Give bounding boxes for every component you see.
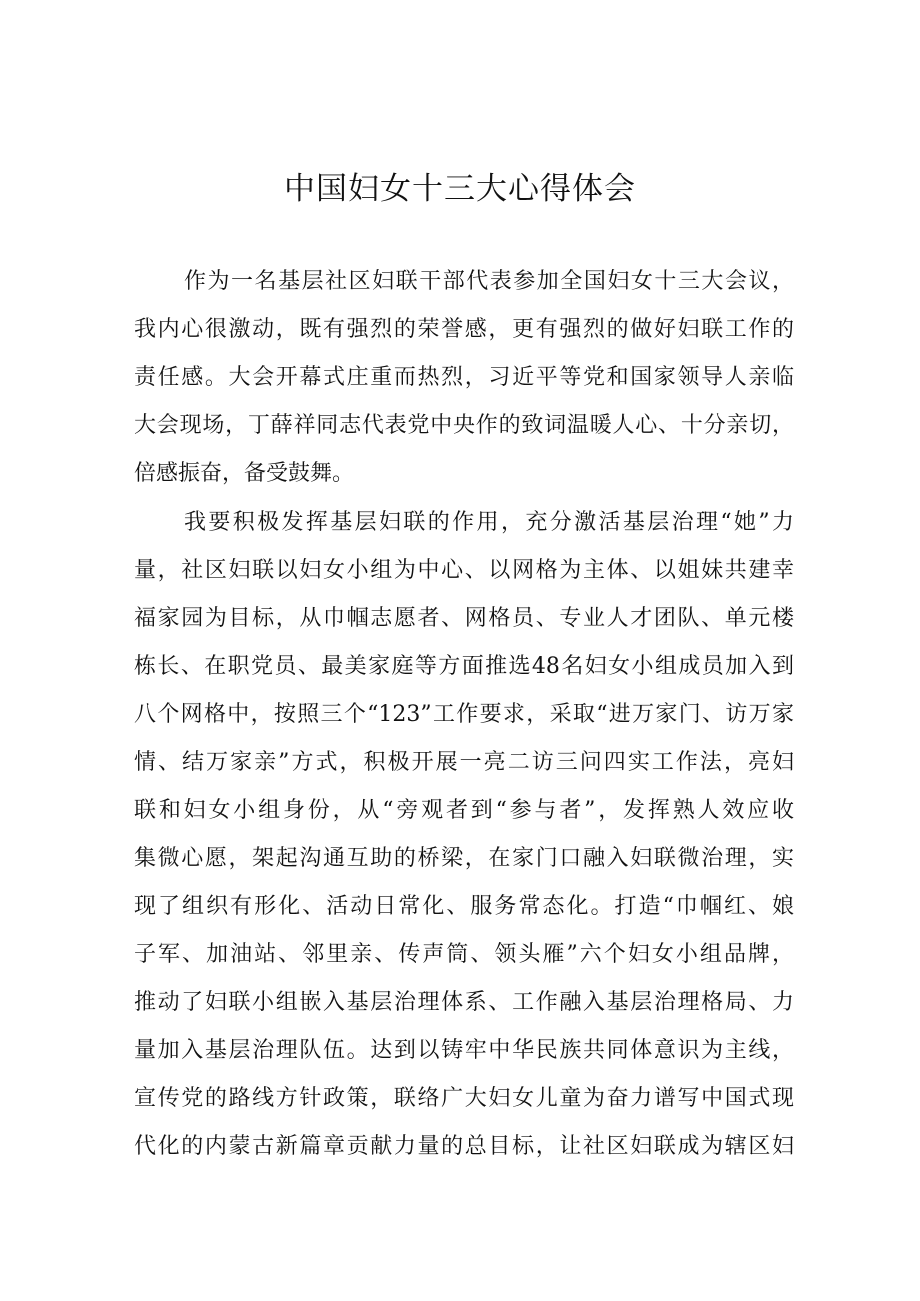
paragraph-line: 八个网格中，按照三个“123”工作要求，采取“进万家门、访万家 <box>134 702 794 727</box>
paragraph-line: 我要积极发挥基层妇联的作用，充分激活基层治理“她”力 <box>184 510 794 535</box>
paragraph-line: 量，社区妇联以妇女小组为中心、以网格为主体、以姐妹共建幸 <box>134 558 794 583</box>
paragraph-line: 集微心愿，架起沟通互助的桥梁，在家门口融入妇联微治理，实 <box>134 846 794 871</box>
paragraph-line: 量加入基层治理队伍。达到以铸牢中华民族共同体意识为主线， <box>134 1038 794 1063</box>
paragraph-line: 责任感。大会开幕式庄重而热烈，习近平等党和国家领导人亲临 <box>134 365 794 390</box>
paragraph-line: 情、结万家亲”方式，积极开展一亮二访三问四实工作法，亮妇 <box>134 750 794 775</box>
paragraph-line: 推动了妇联小组嵌入基层治理体系、工作融入基层治理格局、力 <box>134 990 794 1015</box>
paragraph-line: 栋长、在职党员、最美家庭等方面推选48名妇女小组成员加入到 <box>134 654 794 679</box>
paragraph-line: 倍感振奋，备受鼓舞。 <box>134 461 355 486</box>
paragraph-line: 联和妇女小组身份，从“旁观者到“参与者”，发挥熟人效应收 <box>134 798 794 823</box>
paragraph-line: 代化的内蒙古新篇章贡献力量的总目标，让社区妇联成为辖区妇 <box>134 1134 794 1159</box>
paragraph-line: 现了组织有形化、活动日常化、服务常态化。打造“巾帼红、娘 <box>134 894 794 919</box>
paragraph-line: 宣传党的路线方针政策，联络广大妇女儿童为奋力谱写中国式现 <box>134 1086 794 1111</box>
paragraph-line: 大会现场，丁薛祥同志代表党中央作的致词温暖人心、十分亲切， <box>134 413 794 438</box>
paragraph-line: 福家园为目标，从巾帼志愿者、网格员、专业人才团队、单元楼 <box>134 606 794 631</box>
paragraph-1 <box>134 258 794 498</box>
paragraph-2 <box>134 499 794 1171</box>
paragraph-line: 我内心很激动，既有强烈的荣誉感，更有强烈的做好妇联工作的 <box>134 317 794 342</box>
paragraph-line: 作为一名基层社区妇联干部代表参加全国妇女十三大会议， <box>184 269 794 294</box>
document-title: 中国妇女十三大心得体会 <box>284 171 636 207</box>
paragraph-line: 子军、加油站、邻里亲、传声筒、领头雁”六个妇女小组品牌， <box>134 942 794 967</box>
